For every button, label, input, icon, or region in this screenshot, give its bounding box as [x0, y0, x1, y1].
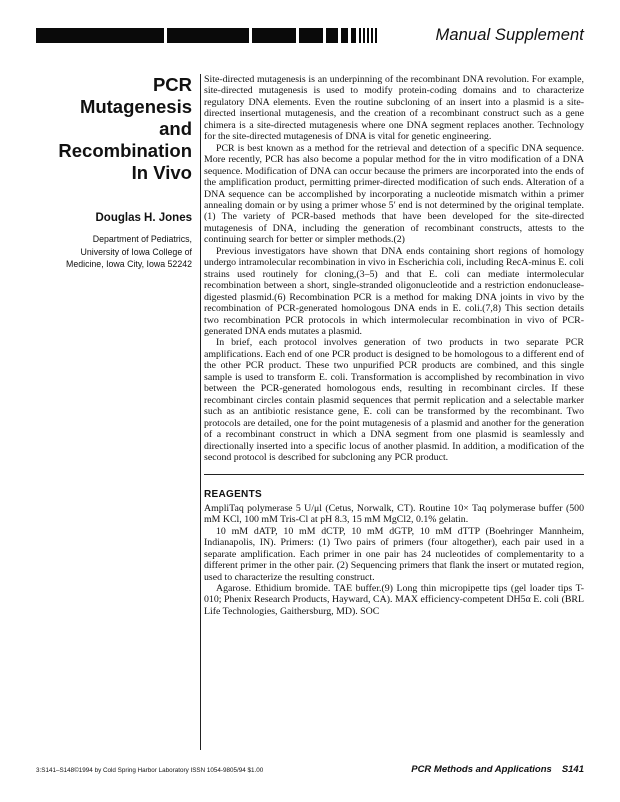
section-title: Manual Supplement: [435, 26, 584, 44]
affiliation-line: Medicine, Iowa City, Iowa 52242: [66, 259, 192, 269]
author-name: Douglas H. Jones: [95, 212, 192, 224]
banner-bar: [359, 28, 361, 43]
banner-bar: [341, 28, 348, 43]
banner-bar: [367, 28, 369, 43]
article-title: [36, 74, 192, 184]
reagents-paragraph: Agarose. Ethidium bromide. TAE buffer.(9) Long thin micropipette tips (gel loader tips T-010; Phenix Research Products, Hayward, CA). MAX efficiency-competent DH5α E. coli (BRL Life Technologies, Gaithersburg, MD). SOC: [204, 583, 584, 617]
article-title-line: Recombination: [58, 140, 192, 161]
reagents-paragraph: 10 mM dATP, 10 mM dCTP, 10 mM dGTP, 10 mM dTTP (Boehringer Mannheim, Indianapolis, IN). Primers: (1) Two pairs of primers (four altogether), each pair used in a separate amplification. Each primer in one pair has 24 nucleotides of complementarity to a different primer in the other pair. (2) Sequencing primers that flank the insert or mutated region, used to characterize the resulting construct.: [204, 525, 584, 583]
footer-citation: 3:S141–S148©1994 by Cold Spring Harbor Laboratory ISSN 1054-9805/94 $1.00: [36, 767, 264, 774]
banner-bar: [326, 28, 338, 43]
title-column: [36, 74, 192, 271]
article-body: [204, 74, 584, 617]
body-paragraph: In brief, each protocol involves generation of two products in two separate PCR amplifications. Each end of one PCR product is designed to be homologous to a different end of the other PCR product. These two unpurified PCR products are combined, and this single sample is used to transform E. coli. Transformation is accomplished by recombination in vivo between the PCR-generated homologous ends, resulting in recombinant circles. If these recombinant circles contain plasmid sequences that permit replication and a selectable marker such as an antibiotic resistance gene, E. coli can be transformed by the recombinant. Two protocols are detailed, one for the point mutagenesis of a plasmid and another for the generation of a recombinant construct in which a DNA segment from one plasmid is seamlessly and directionally inserted into a specific locus of another plasmid. In addition, a modification of the second protocol is described for subcloning any PCR product.: [204, 337, 584, 463]
journal-name: PCR Methods and Applications: [411, 764, 552, 775]
banner-bar: [371, 28, 373, 43]
article-title-line: PCR: [152, 74, 192, 95]
affiliation-line: Department of Pediatrics,: [92, 234, 192, 244]
banner-bar: [351, 28, 356, 43]
banner-bar: [36, 28, 164, 43]
article-title-line: Mutagenesis: [79, 96, 192, 117]
banner-bar: [252, 28, 296, 43]
banner-bar: [363, 28, 365, 43]
article-title-line: and: [159, 118, 192, 139]
affiliation-line: University of Iowa College of: [80, 246, 192, 257]
body-paragraph: Previous investigators have shown that DNA ends containing short regions of homology undergo intramolecular recombination in vivo in Escherichia coli, including RecA-minus E. coli strains used routinely for cloning,(3–5) and that E. coli can mediate intermolecular recombination between a short, single-stranded oligonucleotide and a restriction endonuclease-digested plasmid.(6) Recombination PCR is a method for making DNA joints in vivo by the recombination of PCR-generated homologous DNA ends in E. coli.(7,8) This section details two recombination PCR protocols in which intermolecular recombination in vivo of PCR-generated DNA ends mutates a plasmid.: [204, 245, 584, 337]
author-affiliation: [36, 233, 192, 271]
article-title-line: In Vivo: [131, 162, 192, 183]
banner-bar: [167, 28, 249, 43]
header-banner: [36, 24, 584, 46]
reagents-heading: REAGENTS: [204, 489, 262, 501]
section-rule: [204, 474, 584, 475]
page-number: S141: [561, 764, 584, 775]
banner-bar: [299, 28, 323, 43]
footer-journal: [411, 764, 584, 775]
reagents-paragraph: AmpliTaq polymerase 5 U/μl (Cetus, Norwalk, CT). Routine 10× Taq polymerase buffer (500 mM KCl, 100 mM Tris-Cl at pH 8.3, 15 mM MgCl2, 0.1% gelatin.: [204, 502, 584, 526]
column-divider: [200, 74, 201, 750]
body-paragraph: Site-directed mutagenesis is an underpinning of the recombinant DNA revolution. For example, site-directed mutagenesis is used to modify protein-coding domains and to characterize regulatory DNA elements. Even the routine subcloning of an insert into a plasmid is a site-directed insertional mutagenesis, and the creation of a recombinant construct such as a gene chimera is a site-directed mutagenesis where one DNA segment replaces another. Technology for the site-directed mutagenesis of DNA is vital for genetic engineering.: [204, 74, 584, 143]
body-paragraph: PCR is best known as a method for the retrieval and detection of a specific DNA sequence. More recently, PCR has also become a popular method for the in vitro modification of a DNA sequence. Modification of DNA can occur because the primers are incorporated into the ends of the amplification product, permitting primer-directed modification of such ends. Alteration of a DNA sequence can be accomplished by incorporating a nucleotide mismatch within a primer annealing domain or by using a primer whose 5′ end is not determined by the original template.(1) The variety of PCR-based methods that have been developed for the site-directed mutagenesis of DNA, including the generation of recombinant constructs, attests to the continuing search for better or simpler methods.(2): [204, 142, 584, 246]
banner-bar: [375, 28, 377, 43]
